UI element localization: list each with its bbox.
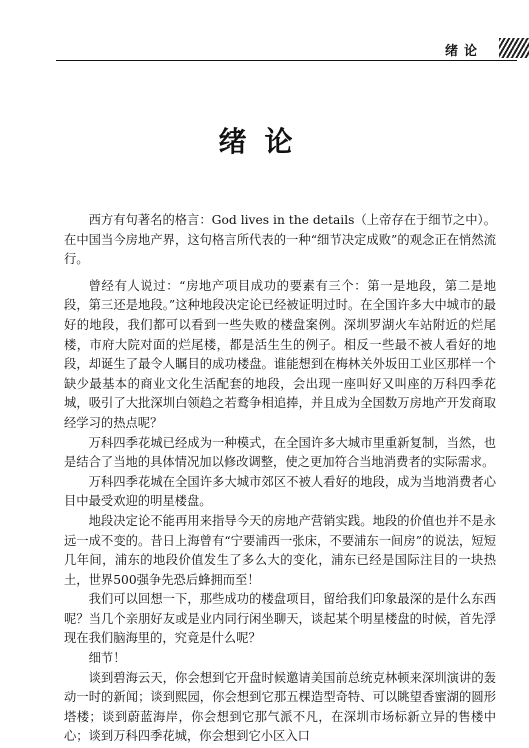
paragraph: 西方有句著名的格言：God lives in the details（上帝存在于细节之中）。在中国当今房地产界，这句格言所代表的一种“细节决定成败”的观念正在悄然流行。 — [64, 213, 496, 267]
paragraph: 谈到碧海云天，你会想到它开盘时候邀请美国前总统克林顿来深圳演讲的轰动一时的新闻；谈到熙园，你会想到它那五棵造型奇特、可以眺望香蜜湖的圆形塔楼；谈到蔚蓝海岸，你会想到它那气派不凡，在深圳市场标新立异的售楼中心；谈到万科四季花城，你会想到它小区入口 — [64, 670, 496, 744]
paragraph: 地段决定论不能再用来指导今天的房地产营销实践。地段的价值也并不是永远一成不变的。昔日上海曾有“宁要浦西一张床，不要浦东一间房”的说法，短短几年间，浦东的地段价值发生了多么大的变化，浦东已经是国际注目的一块热土，世界500强争先恐后蜂拥而至！ — [64, 513, 496, 587]
paragraph: 我们可以回想一下，那些成功的楼盘项目，留给我们印象最深的是什么东西呢？当几个亲朋好友或是业内同行闲坐聊天，谈起某个明星楼盘的时候，首先浮现在我们脑海里的，究竟是什么呢？ — [64, 592, 496, 646]
header-rule — [56, 60, 517, 61]
body-text — [64, 211, 496, 747]
page-edge-hatching — [499, 38, 529, 58]
running-head-text: 绪论 — [444, 44, 483, 59]
running-head — [0, 0, 529, 60]
paragraph: 细节！ — [88, 651, 126, 666]
chapter-title: 绪论 — [218, 125, 311, 158]
paragraph: 万科四季花城在全国许多大城市郊区不被人看好的地段，成为当地消费者心目中最受欢迎的明星楼盘。 — [64, 474, 496, 509]
paragraph: 曾经有人说过：“房地产项目成功的要素有三个：第一是地段，第二是地段，第三还是地段。”这种地段决定论已经被证明过时。在全国许多大中城市的最好的地段，我们都可以看到一些失败的楼盘案例。深圳罗湖火车站附近的烂尾楼，市府大院对面的烂尾楼，都是活生生的例子。相反一些最不被人看好的地段，却诞生了最令人瞩目的成功楼盘。谁能想到在梅林关外坂田工业区那样一个缺少最基本的商业文化生活配套的地段，会出现一座叫好又叫座的万科四季花城，吸引了大批深圳白领趋之若鹜争相追捧，并且成为全国数万房地产开发商取经学习的热点呢？ — [64, 278, 496, 430]
paragraph: 万科四季花城已经成为一种模式，在全国许多大城市里重新复制，当然，也是结合了当地的具体情况加以修改调整，使之更加符合当地消费者的实际需求。 — [64, 435, 496, 470]
